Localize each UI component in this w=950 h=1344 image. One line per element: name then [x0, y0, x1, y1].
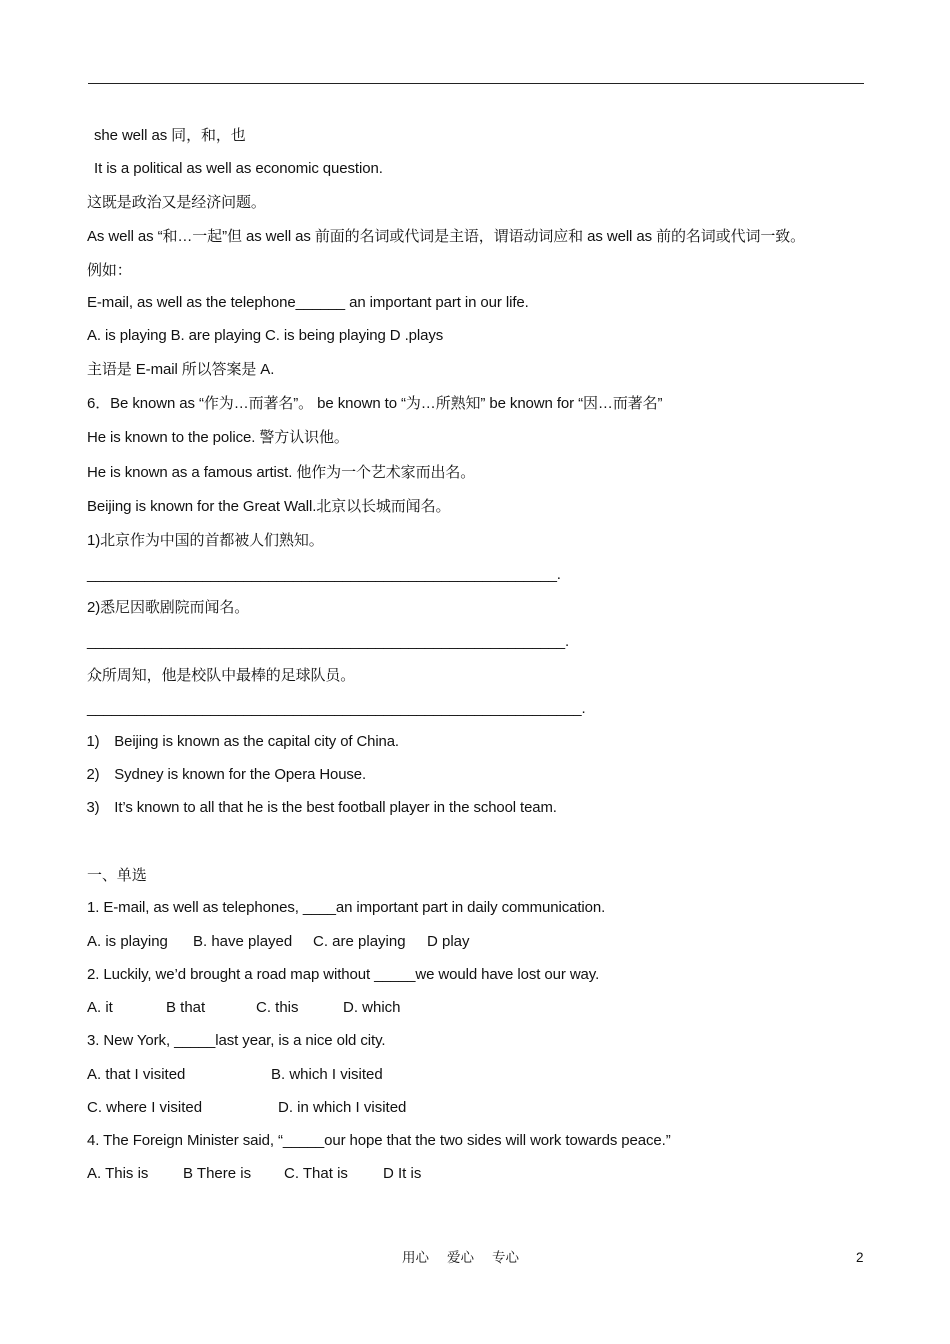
q1-option-b: B. have played — [193, 933, 293, 950]
q3-option-d: D. in which I visited — [278, 1099, 407, 1116]
answer-blank-1: _________________________________________________________. — [87, 566, 561, 583]
q4-option-b: B There is — [183, 1165, 252, 1182]
q2-option-c: C. this — [256, 999, 299, 1016]
note-line-1: she well as 同，和，也 — [94, 127, 246, 144]
q1-option-a: A. is playing — [87, 933, 168, 950]
section-heading: 一、单选 — [87, 867, 147, 884]
note-line-15: 2)悉尼因歌剧院而闻名。 — [87, 599, 250, 616]
list-text: It’s known to all that he is the best football player in the school team. — [114, 799, 557, 816]
note-line-4: As well as “和…一起”但 as well as 前面的名词或代词是主语，谓语动词应和 as well as 前的名词或代词一致。 — [87, 228, 806, 245]
answer-blank-2: __________________________________________________________. — [87, 633, 570, 650]
q3-option-c: C. where I visited — [87, 1099, 203, 1116]
footer-motto-3: 专心 — [492, 1250, 519, 1266]
note-line-12: Beijing is known for the Great Wall.北京以长城而闻名。 — [87, 498, 451, 515]
answer-blank-3: ____________________________________________________________. — [87, 700, 586, 717]
q4-option-d: D It is — [383, 1165, 422, 1182]
note-line-9: 6．Be known as “作为…而著名”。 be known to “为…所熟知” be known for “因…而著名” — [87, 395, 663, 412]
note-line-11: He is known as a famous artist. 他作为一个艺术家而出名。 — [87, 464, 476, 481]
q4-option-a: A. This is — [87, 1165, 149, 1182]
footer-motto-2: 爱心 — [447, 1250, 474, 1266]
note-line-17: 众所周知，他是校队中最棒的足球队员。 — [87, 667, 356, 684]
q2-option-b: B that — [166, 999, 206, 1016]
note-line-10: He is known to the police. 警方认识他。 — [87, 429, 349, 446]
note-line-5: 例如： — [87, 262, 132, 279]
q4-option-c: C. That is — [284, 1165, 348, 1182]
q2-option-d: D. which — [343, 999, 401, 1016]
q3-option-a: A. that I visited — [87, 1066, 186, 1083]
note-line-2: It is a political as well as economic question. — [94, 160, 383, 177]
question-2: 2. Luckily, we’d brought a road map without _____we would have lost our way. — [87, 966, 600, 983]
note-line-6: E-mail, as well as the telephone______ an important part in our life. — [87, 294, 529, 311]
question-4: 4. The Foreign Minister said, “_____our hope that the two sides will work towards peace.” — [87, 1132, 671, 1149]
header-rule — [88, 83, 864, 84]
footer-motto-1: 用心 — [402, 1250, 429, 1266]
note-line-8: 主语是 E-mail 所以答案是 A. — [87, 361, 275, 378]
list-number: 1) — [86, 733, 100, 750]
q1-option-d: D play — [427, 933, 470, 950]
list-text: Sydney is known for the Opera House. — [114, 766, 366, 783]
q1-option-c: C. are playing — [313, 933, 406, 950]
note-line-13: 1)北京作为中国的首都被人们熟知。 — [87, 532, 324, 549]
note-line-7: A. is playing B. are playing C. is being playing D .plays — [87, 327, 444, 344]
page-number: 2 — [856, 1250, 864, 1265]
q2-option-a: A. it — [87, 999, 113, 1016]
list-number: 3) — [86, 799, 100, 816]
list-text: Beijing is known as the capital city of China. — [114, 733, 399, 750]
question-1: 1. E-mail, as well as telephones, ____an important part in daily communication. — [87, 899, 606, 916]
note-line-3: 这既是政治又是经济问题。 — [87, 194, 266, 211]
list-number: 2) — [86, 766, 100, 783]
question-3: 3. New York, _____last year, is a nice old city. — [87, 1032, 386, 1049]
q3-option-b: B. which I visited — [271, 1066, 383, 1083]
